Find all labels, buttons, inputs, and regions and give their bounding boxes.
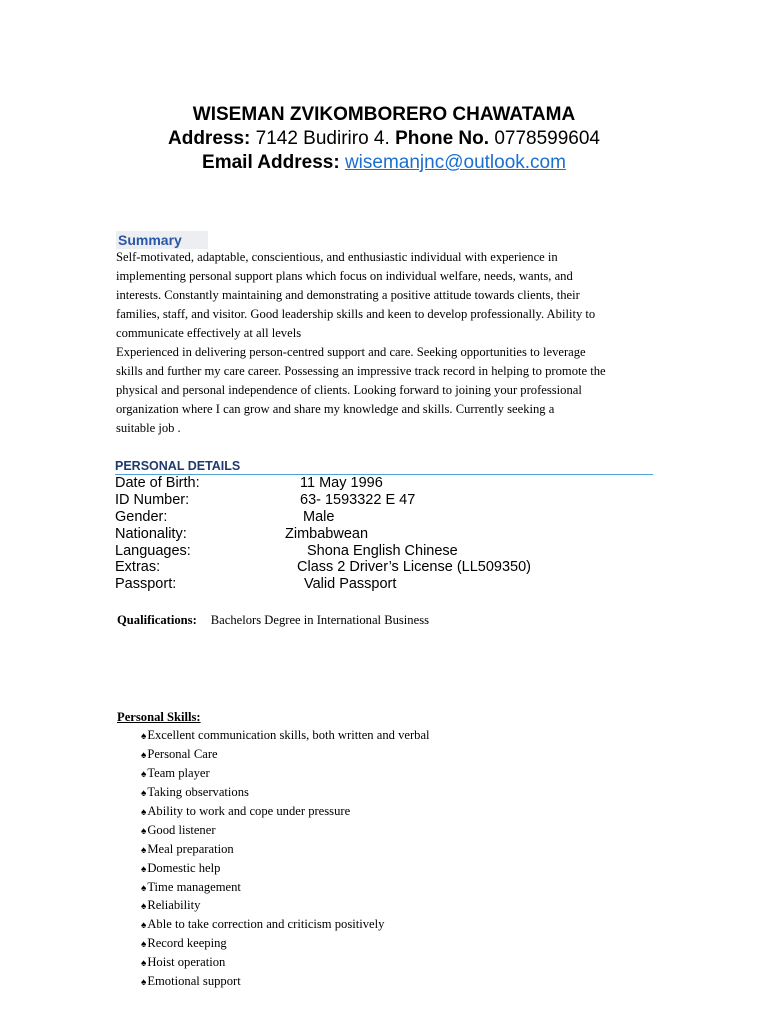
skill-text: Emotional support <box>147 974 241 989</box>
spade-bullet-icon: ♠ <box>141 863 147 875</box>
spade-bullet-icon: ♠ <box>141 939 147 951</box>
detail-row <box>115 492 675 509</box>
summary-line: physical and personal independence of clients. Looking forward to joining your professional <box>116 383 582 397</box>
spade-bullet-icon: ♠ <box>141 731 147 742</box>
detail-row <box>115 475 675 492</box>
summary-heading: Summary <box>116 231 208 249</box>
detail-row <box>115 559 675 576</box>
detail-label: Gender: <box>115 508 168 525</box>
skill-text: Personal Care <box>147 746 218 761</box>
detail-label: ID Number: <box>115 491 190 508</box>
skill-item <box>141 878 430 897</box>
summary-line: communicate effectively at all levels <box>116 326 302 340</box>
spade-bullet-icon: ♠ <box>141 901 147 913</box>
detail-value: Zimbabwean <box>285 525 369 542</box>
skill-item <box>141 934 430 953</box>
skill-text: Record keeping <box>147 936 227 951</box>
skill-item <box>141 896 430 915</box>
address-phone-line <box>0 127 768 151</box>
skill-item <box>141 972 430 991</box>
detail-row <box>115 576 675 593</box>
spade-bullet-icon: ♠ <box>141 749 147 761</box>
personal-skills-heading: Personal Skills: <box>117 710 201 724</box>
skill-text: Taking observations <box>147 784 249 799</box>
skill-item <box>141 802 430 821</box>
skill-item <box>141 745 430 764</box>
detail-row <box>115 543 675 560</box>
summary-line: implementing personal support plans which focus on individual welfare, needs, wants, and <box>116 269 573 283</box>
spade-bullet-icon: ♠ <box>141 806 147 818</box>
detail-label: Languages: <box>115 542 191 559</box>
detail-value: 63- 1593322 E 47 <box>300 491 416 508</box>
detail-label: Date of Birth: <box>115 475 200 491</box>
email-line <box>0 151 768 175</box>
personal-skills-list <box>141 726 430 991</box>
email-link[interactable]: wisemanjnc@outlook.com <box>344 152 566 173</box>
skill-text: Time management <box>147 879 241 894</box>
skill-item <box>141 915 430 934</box>
detail-value: Class 2 Driver’s License (LL509350) <box>297 559 531 576</box>
detail-label: Extras: <box>115 559 161 576</box>
summary-line: organization where I can grow and share my knowledge and skills. Currently seeking a <box>116 402 555 416</box>
qualifications-label: Qualifications: <box>117 613 197 627</box>
address-value: 7142 Budiriro 4. <box>255 128 390 149</box>
skill-text: Reliability <box>147 898 201 913</box>
summary-line: families, staff, and visitor. Good leadership skills and keen to develop professionally. Ability to <box>116 307 596 321</box>
skill-item <box>141 764 430 783</box>
personal-details-table <box>115 475 675 593</box>
skill-item <box>141 783 430 802</box>
detail-row <box>115 509 675 526</box>
address-label: Address: <box>168 128 251 149</box>
resume-header <box>0 103 768 175</box>
detail-value: 11 May 1996 <box>300 475 383 491</box>
spade-bullet-icon: ♠ <box>141 844 147 856</box>
detail-value: Valid Passport <box>304 576 397 593</box>
spade-bullet-icon: ♠ <box>141 977 147 989</box>
skill-item <box>141 821 430 840</box>
spade-bullet-icon: ♠ <box>141 958 147 970</box>
skill-text: Ability to work and cope under pressure <box>147 803 351 818</box>
skill-item <box>141 726 430 745</box>
skill-item <box>141 953 430 972</box>
qualifications <box>117 612 429 628</box>
skill-text: Good listener <box>147 822 216 837</box>
skill-text: Team player <box>147 765 210 780</box>
candidate-name: WISEMAN ZVIKOMBORERO CHAWATAMA <box>192 104 576 125</box>
summary-line: skills and further my care career. Possessing an impressive track record in helping to promote the <box>116 364 606 378</box>
detail-row <box>115 526 675 543</box>
spade-bullet-icon: ♠ <box>141 768 147 780</box>
detail-value: Shona English Chinese <box>307 542 458 559</box>
summary-line: Experienced in delivering person-centred support and care. Seeking opportunities to leverage <box>116 345 586 359</box>
phone-value: 0778599604 <box>494 128 600 149</box>
personal-details-heading: PERSONAL DETAILS <box>115 459 653 475</box>
skill-item <box>141 859 430 878</box>
summary-line: Self-motivated, adaptable, conscientious, and enthusiastic individual with experience in <box>116 250 558 264</box>
spade-bullet-icon: ♠ <box>141 882 147 894</box>
summary-line: interests. Constantly maintaining and demonstrating a positive attitude towards clients, their <box>116 288 580 302</box>
phone-label: Phone No. <box>395 128 490 149</box>
skill-text: Hoist operation <box>147 955 226 970</box>
qualifications-value: Bachelors Degree in International Business <box>210 613 429 627</box>
skill-text: Domestic help <box>147 860 221 875</box>
email-label: Email Address: <box>202 152 340 173</box>
detail-label: Passport: <box>115 576 177 593</box>
skill-text: Able to take correction and criticism positively <box>147 917 385 932</box>
summary-text <box>116 248 656 438</box>
spade-bullet-icon: ♠ <box>141 920 147 932</box>
skill-text: Excellent communication skills, both written and verbal <box>147 728 430 742</box>
detail-label: Nationality: <box>115 525 187 542</box>
spade-bullet-icon: ♠ <box>141 787 147 799</box>
skill-item <box>141 840 430 859</box>
skill-text: Meal preparation <box>147 841 234 856</box>
detail-value: Male <box>303 508 335 525</box>
spade-bullet-icon: ♠ <box>141 825 147 837</box>
summary-line: suitable job . <box>116 421 181 435</box>
